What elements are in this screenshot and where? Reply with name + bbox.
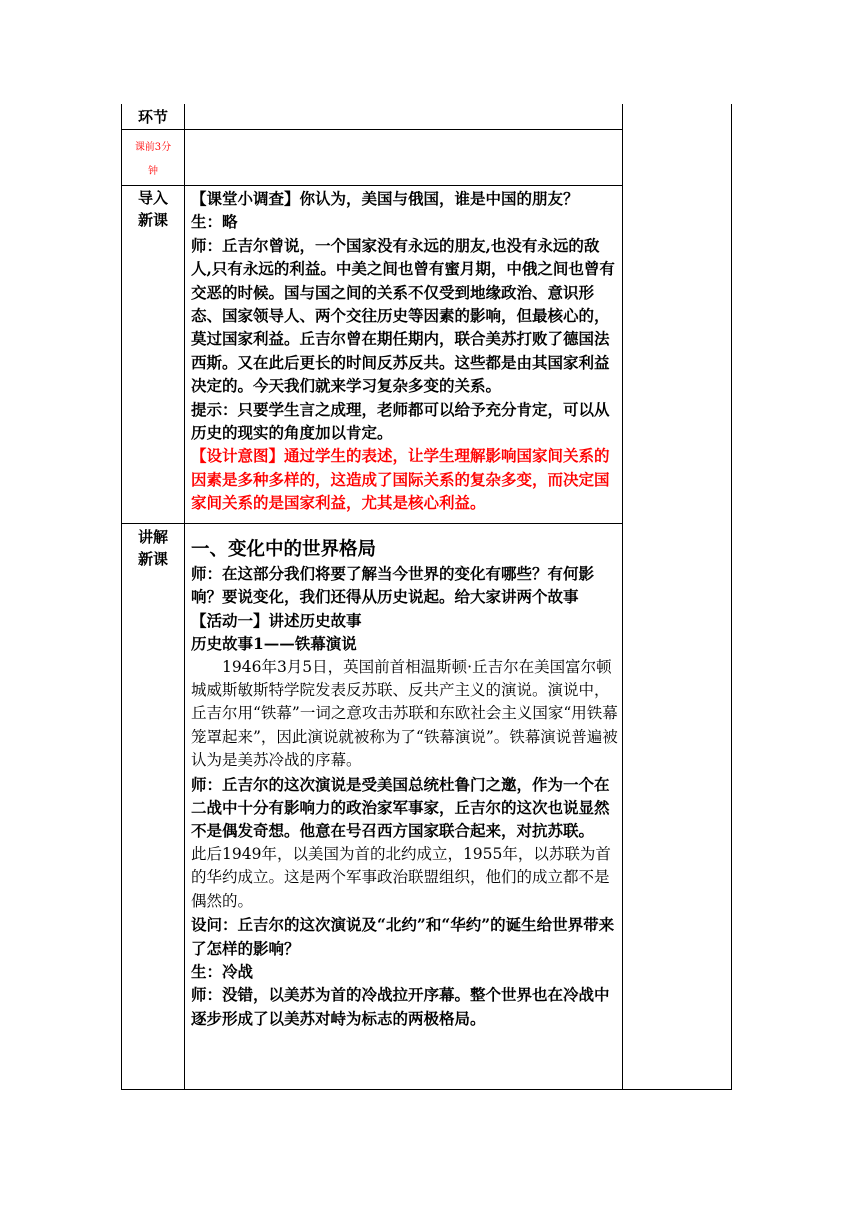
survey-tag: 【课堂小调查】 xyxy=(191,189,300,208)
table-border-bottom xyxy=(121,1089,732,1090)
teaching-tip: 提示：只要学生言之成理，老师都可以给予充分肯定，可以从历史的现实的角度加以肯定。 xyxy=(191,399,610,443)
section-heading: 一、变化中的世界格局 xyxy=(191,539,377,560)
table-divider-1 xyxy=(184,104,185,1090)
teacher-intro: 师：丘吉尔曾说，一个国家没有永远的朋友,也没有永远的敌人,只有永远的利益。中美之间也曾有蜜月期，中俄之间也曾有交恶的时候。国与国之间的关系不仅受到地缘政治、意识形态、国家领导人、两个交往历史等因素的影响，但最核心的，莫过国家利益。丘吉尔曾在期任期内，联合美苏打败了德国法西斯。又在此后更长的时间反苏反共。这些都是由其国家利益决定的。今天我们就来学习复杂多变的关系。 xyxy=(191,235,615,396)
survey-question: 你认为，美国与俄国，谁是中国的朋友？ xyxy=(299,189,579,208)
intro-content xyxy=(191,187,619,515)
lecture-content xyxy=(191,538,619,1030)
row-divider-2 xyxy=(121,185,623,186)
story-title: 历史故事1——铁幕演说 xyxy=(191,634,357,654)
activity-text: 讲述历史故事 xyxy=(268,610,362,630)
discussion-question: 设问：丘吉尔的这次演说及“北约”和“华约”的诞生给世界带来了怎样的影响？ xyxy=(191,915,615,958)
activity-line xyxy=(191,609,619,632)
row-label-pre-class: 课前3分钟 xyxy=(134,142,172,177)
teacher-summary: 师：没错，以美苏为首的冷战拉开序幕。整个世界也在冷战中逐步形成了以美苏对峙为标志的两极格局。 xyxy=(191,985,610,1028)
row-label-huanjie: 环节 xyxy=(137,108,168,126)
teacher-explain: 师：丘吉尔的这次演说是受美国总统杜鲁门之邀，作为一个在二战中十分有影响力的政治家军事家，丘吉尔的这次也说显然不是偶发奇想。他意在号召西方国家联合起来，对抗苏联。 xyxy=(191,774,610,841)
student-answer: 生：冷战 xyxy=(191,961,254,981)
design-intent: 【设计意图】通过学生的表述，让学生理解影响国家间关系的因素是多种多样的，这造成了国际关系的复杂多变，而决定国家间关系的是国家利益，尤其是核心利益。 xyxy=(191,446,610,513)
table-divider-2 xyxy=(622,104,623,1090)
table-border-right xyxy=(731,104,732,1090)
survey-line xyxy=(191,187,619,210)
row-divider-3 xyxy=(121,523,623,524)
row-label-daoru: 导入新课 xyxy=(137,189,168,229)
story-body: 1946年3月5日，英国前首相温斯顿·丘吉尔在美国富尔顿城威斯敏斯特学院发表反苏联、反共产主义的演说。演说中，丘吉尔用“铁幕”一词之意攻击苏联和东欧社会主义国家“用铁幕笼罩起来”，因此演说就被称为了“铁幕演说”。铁幕演说普遍被认为是美苏冷战的序幕。 xyxy=(191,657,618,770)
after-events: 此后1949年，以美国为首的北约成立，1955年，以苏联为首的华约成立。这是两个军事政治联盟组织，他们的成立都不是偶然的。 xyxy=(191,844,611,910)
row-label-jiangjie: 讲解新课 xyxy=(137,528,168,568)
row-divider-1 xyxy=(121,129,623,130)
teacher-lead-in: 师：在这部分我们将要了解当今世界的变化有哪些？有何影响？要说变化，我们还得从历史说起。给大家讲两个故事 xyxy=(191,564,595,607)
table-border-left xyxy=(121,104,122,1090)
student-reply: 生：略 xyxy=(191,212,238,232)
activity-tag: 【活动一】 xyxy=(191,610,269,630)
